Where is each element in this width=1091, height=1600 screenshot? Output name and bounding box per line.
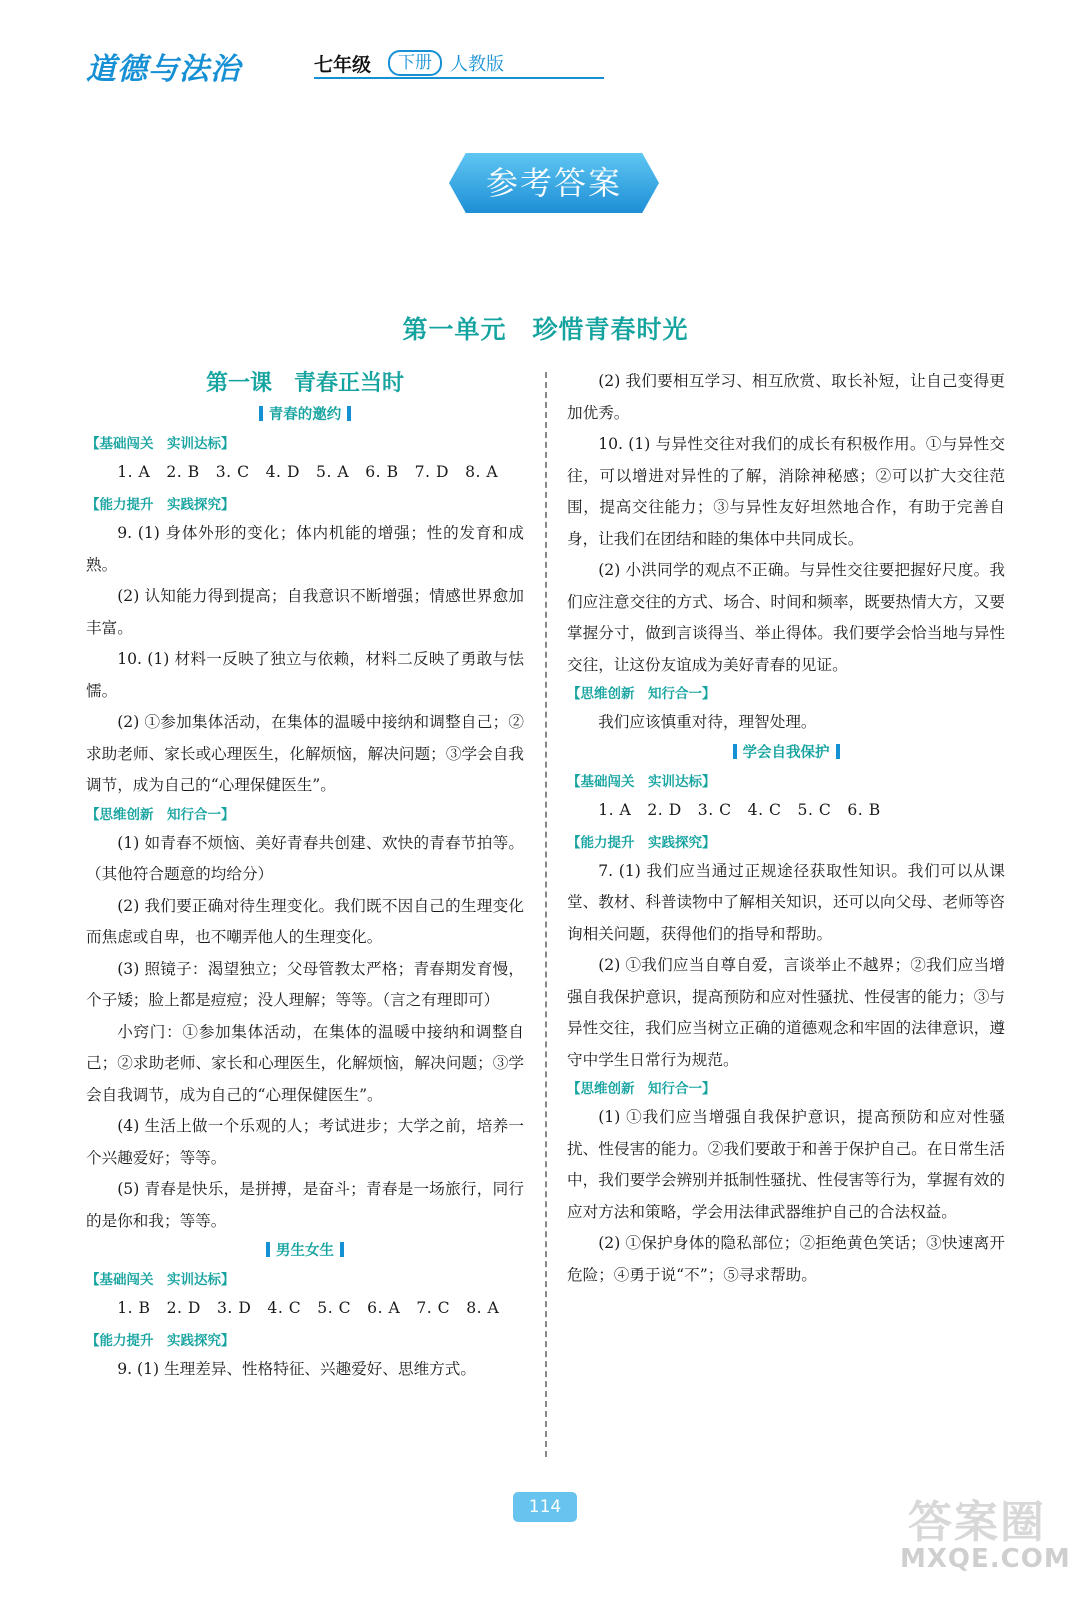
answer-key: 1. B 2. D 3. D 4. C 5. C 6. A 7. C 8. A <box>117 1299 500 1317</box>
edition-label: 人教版 <box>450 54 504 75</box>
watermark-url: MXQE.COM <box>900 1544 1071 1574</box>
answer-paragraph: (2) ①参加集体活动，在集体的温暖中接纳和调整自己；②求助老师、家长或心理医生，化解烦恼，解决问题；③学会自我调节，成为自己的“心理保健医生”。 <box>86 713 524 794</box>
banner-title: 参考答案 <box>485 164 622 202</box>
volume-badge: 下册 <box>388 50 442 76</box>
section-heading: 男生女生 <box>86 1239 524 1263</box>
answer-paragraph: 7. (1) 我们应当通过正规途径获取性知识。我们可以从课堂、教材、科普读物中了解相关知识，还可以向父母、老师等咨询相关问题，获得他们的指导和帮助。 <box>567 861 1005 943</box>
book-header <box>86 44 526 87</box>
tag-basic: 【基础闯关 实训达标】 <box>567 773 716 790</box>
answer-key: 1. A 2. D 3. C 4. C 5. C 6. B <box>598 800 881 819</box>
answer-paragraph: (2) 我们要正确对待生理变化。我们既不因自己的生理变化而焦虑或自卑，也不嘲弄他人的生理变化。 <box>86 896 524 946</box>
unit-title: 第一单元 珍惜青春时光 <box>402 315 689 344</box>
tag-ability: 【能力提升 实践探究】 <box>86 497 235 513</box>
answer-paragraph: (4) 生活上做一个乐观的人；考试进步；大学之前，培养一个兴趣爱好；等等。 <box>86 1117 524 1167</box>
answer-paragraph: (2) 我们要相互学习、相互欣赏、取长补短，让自己变得更加优秀。 <box>567 372 1005 422</box>
tag-basic: 【基础闯关 实训达标】 <box>86 1272 235 1288</box>
section-heading: 青春的邀约 <box>86 403 524 427</box>
tag-basic: 【基础闯关 实训达标】 <box>86 436 235 452</box>
answer-paragraph: (1) ①我们应当增强自我保护意识，提高预防和应对性骚扰、性侵害的能力。②我们要敢于和善于保护自己。在日常生活中，我们要学会辨别并抵制性骚扰、性侵害等行为，掌握有效的应对方法和策略，学会用法律武器维护自己的合法权益。 <box>567 1108 1005 1221</box>
tag-ability: 【能力提升 实践探究】 <box>86 1333 235 1349</box>
column-divider <box>545 372 547 1457</box>
answer-paragraph: (2) ①我们应当自尊自爱，言谈举止不越界；②我们应当增强自我保护意识，提高预防和应对性骚扰、性侵害的能力；③与异性交往，我们应当树立正确的道德观念和牢固的法律意识，遵守中学生日常行为规范。 <box>567 956 1005 1069</box>
grade-label: 七年级 <box>314 54 372 76</box>
header-underline <box>314 77 604 79</box>
lesson-title: 第一课 青春正当时 <box>205 371 404 396</box>
tag-think: 【思维创新 知行合一】 <box>567 686 716 702</box>
answer-paragraph: 9. (1) 身体外形的变化；体内机能的增强；性的发育和成熟。 <box>86 524 524 574</box>
left-column <box>86 366 524 1386</box>
watermark-logo-text: 答案圈 <box>908 1497 1046 1548</box>
tag-ability: 【能力提升 实践探究】 <box>567 834 716 851</box>
answer-paragraph: 10. (1) 与异性交往对我们的成长有积极作用。①与异性交往，可以增进对异性的了解，消除神秘感；②可以扩大交往范围，提高交往能力；③与异性友好坦然地合作，有助于完善自身，让我们在团结和睦的集体中共同成长。 <box>567 435 1005 548</box>
answers-banner <box>449 153 659 213</box>
answer-paragraph: 9. (1) 生理差异、性格特征、兴趣爱好、思维方式。 <box>117 1360 476 1378</box>
answer-paragraph: (3) 照镜子：渴望独立；父母管教太严格；青春期发育慢，个子矮；脸上都是痘痘；没人理解；等等。（言之有理即可） <box>86 959 524 1009</box>
section-heading: 学会自我保护 <box>567 741 1005 765</box>
page-number: 114 <box>513 1492 577 1522</box>
answer-paragraph: (5) 青春是快乐，是拼搏，是奋斗；青春是一场旅行，同行的是你和我；等等。 <box>86 1180 524 1230</box>
answer-paragraph: (2) ①保护身体的隐私部位；②拒绝黄色笑话；③快速离开危险；④勇于说“不”；⑤寻求帮助。 <box>567 1234 1005 1284</box>
answer-key: 1. A 2. B 3. C 4. D 5. A 6. B 7. D 8. A <box>117 463 499 481</box>
answer-paragraph: 我们应该慎重对待，理智处理。 <box>598 713 817 731</box>
brand-title: 道德与法治 <box>86 52 241 87</box>
watermark <box>900 1486 1071 1580</box>
tag-think: 【思维创新 知行合一】 <box>86 806 235 823</box>
answer-paragraph: (2) 认知能力得到提高；自我意识不断增强；情感世界愈加丰富。 <box>86 587 524 637</box>
answer-paragraph: (1) 如青春不烦恼、美好青春共创建、欢快的青春节拍等。（其他符合题意的均给分） <box>86 833 524 883</box>
answer-paragraph: (2) 小洪同学的观点不正确。与异性交往要把握好尺度。我们应注意交往的方式、场合、时间和频率，既要热情大方，又要掌握分寸，做到言谈得当、举止得体。我们要学会恰当地与异性交往，让这份友谊成为美好青春的见证。 <box>567 561 1005 674</box>
right-column <box>567 366 1005 1291</box>
answer-paragraph: 小窍门：①参加集体活动，在集体的温暖中接纳和调整自己；②求助老师、家长和心理医生，化解烦恼，解决问题；③学会自我调节，成为自己的“心理保健医生”。 <box>86 1022 524 1104</box>
tag-think: 【思维创新 知行合一】 <box>567 1081 716 1097</box>
answer-paragraph: 10. (1) 材料一反映了独立与依赖，材料二反映了勇敢与怯懦。 <box>86 650 524 700</box>
